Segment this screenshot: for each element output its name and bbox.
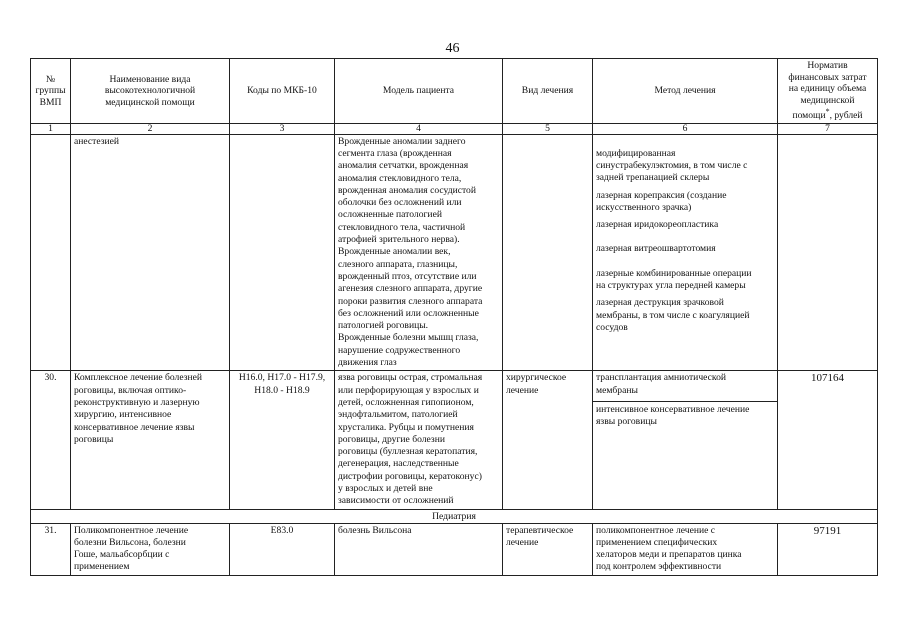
cell-treatment-type: терапевтическое лечение: [503, 523, 593, 575]
table-row-continuation: [31, 134, 878, 371]
header-cost-norm-unit: , рублей: [829, 110, 863, 122]
cell-treatment-method: поликомпонентное лечение с применением специфических хелаторов меди и препаратов цинка под контролем эффективности: [593, 523, 778, 575]
cell-treatment-method: [593, 134, 778, 371]
section-title: Педиатрия: [31, 509, 878, 523]
cell-icd-codes: [230, 134, 335, 371]
cell-care-type: Комплексное лечение болезней роговицы, включая оптико- реконструктивную и лазерную хирургию, интенсивное консервативное лечение язвы роговицы: [71, 371, 230, 509]
header-icd-codes: Коды по МКБ-10: [230, 59, 335, 124]
column-number: 5: [503, 123, 593, 134]
method-item: трансплантация амниотической мембраны: [593, 372, 777, 402]
table-row-30: [31, 371, 878, 509]
cell-patient-model: Врожденные аномалии заднего сегмента глаза (врожденная аномалия сетчатки, врожденная аномалия стекловидного тела, врожденная аномалия сосудистой оболочки без осложнений или осложненные патологией стекловидного тела, частичной атрофией зрительного нерва). Врожденные аномалии век, слезного аппарата, глазницы, врожденный птоз, отсутствие или агенезия слезного аппарата, другие пороки развития слезного аппарата без осложнений или осложненные патологией роговицы. Врожденные болезни мышц глаза, нарушение содружественного движения глаз: [335, 134, 503, 371]
cell-treatment-method: [593, 371, 778, 509]
cell-icd-codes: E83.0: [230, 523, 335, 575]
cell-patient-model: язва роговицы острая, стромальная или перфорирующая у взрослых и детей, осложненная гипопионом, эндофтальмитом, патологией хрусталика. Рубцы и помутнения роговицы, другие болезни роговицы (буллезная кератопатия, дегенерация, наследственные дистрофии роговицы, кератоконус) у взрослых и детей вне зависимости от осложнений: [335, 371, 503, 509]
cell-group-number: 31.: [31, 523, 71, 575]
cell-treatment-type: хирургическое лечение: [503, 371, 593, 509]
method-item: лазерная иридокореопластика: [596, 219, 719, 231]
column-number-row: [31, 123, 878, 134]
header-cost-norm-footnote-mark: *: [825, 107, 830, 116]
cell-cost-norm: 107164: [778, 371, 878, 509]
header-cost-norm: [778, 59, 878, 124]
cell-care-type: Поликомпонентное лечение болезни Вильсона, болезни Гоше, мальабсорбции с применением: [71, 523, 230, 575]
header-cost-norm-text: Норматив финансовых затрат на единицу объема медицинской помощи: [788, 60, 867, 122]
header-patient-model: Модель пациента: [335, 59, 503, 124]
cell-cost-norm: [778, 134, 878, 371]
cell-treatment-type: [503, 134, 593, 371]
method-item: лазерная корепраксия (создание искусственного зрачка): [596, 189, 727, 213]
cell-cost-norm: 97191: [778, 523, 878, 575]
cell-care-type: анестезией: [71, 134, 230, 371]
column-number: 6: [593, 123, 778, 134]
column-number: 7: [778, 123, 878, 134]
page-number: 46: [445, 41, 460, 56]
method-item: интенсивное консервативное лечение язвы роговицы: [596, 403, 750, 428]
cell-group-number: [31, 134, 71, 371]
method-item: лазерная витреошвартотомия: [596, 243, 716, 255]
header-row: [31, 59, 878, 124]
cell-patient-model: болезнь Вильсона: [335, 523, 503, 575]
method-item: лазерная деструкция зрачковой мембраны, в том числе с коагуляцией сосудов: [596, 297, 750, 333]
column-number: 4: [335, 123, 503, 134]
vmp-table: [30, 58, 878, 576]
column-number: 2: [71, 123, 230, 134]
method-item: модифицированная синустрабекулэктомия, в том числе с задней трепанацией склеры: [596, 147, 748, 184]
header-treatment-type: Вид лечения: [503, 59, 593, 124]
header-care-type: Наименование вида высокотехнологичной медицинской помощи: [71, 59, 230, 124]
header-treatment-method: Метод лечения: [593, 59, 778, 124]
header-group-number: № группы ВМП: [31, 59, 71, 124]
section-row: [31, 509, 878, 523]
column-number: 1: [31, 123, 71, 134]
table-row-31: [31, 523, 878, 575]
cell-group-number: 30.: [31, 371, 71, 509]
column-number: 3: [230, 123, 335, 134]
cell-icd-codes: H16.0, H17.0 - H17.9, H18.0 - H18.9: [230, 371, 335, 509]
method-item: лазерные комбинированные операции на структурах угла передней камеры: [596, 267, 752, 292]
